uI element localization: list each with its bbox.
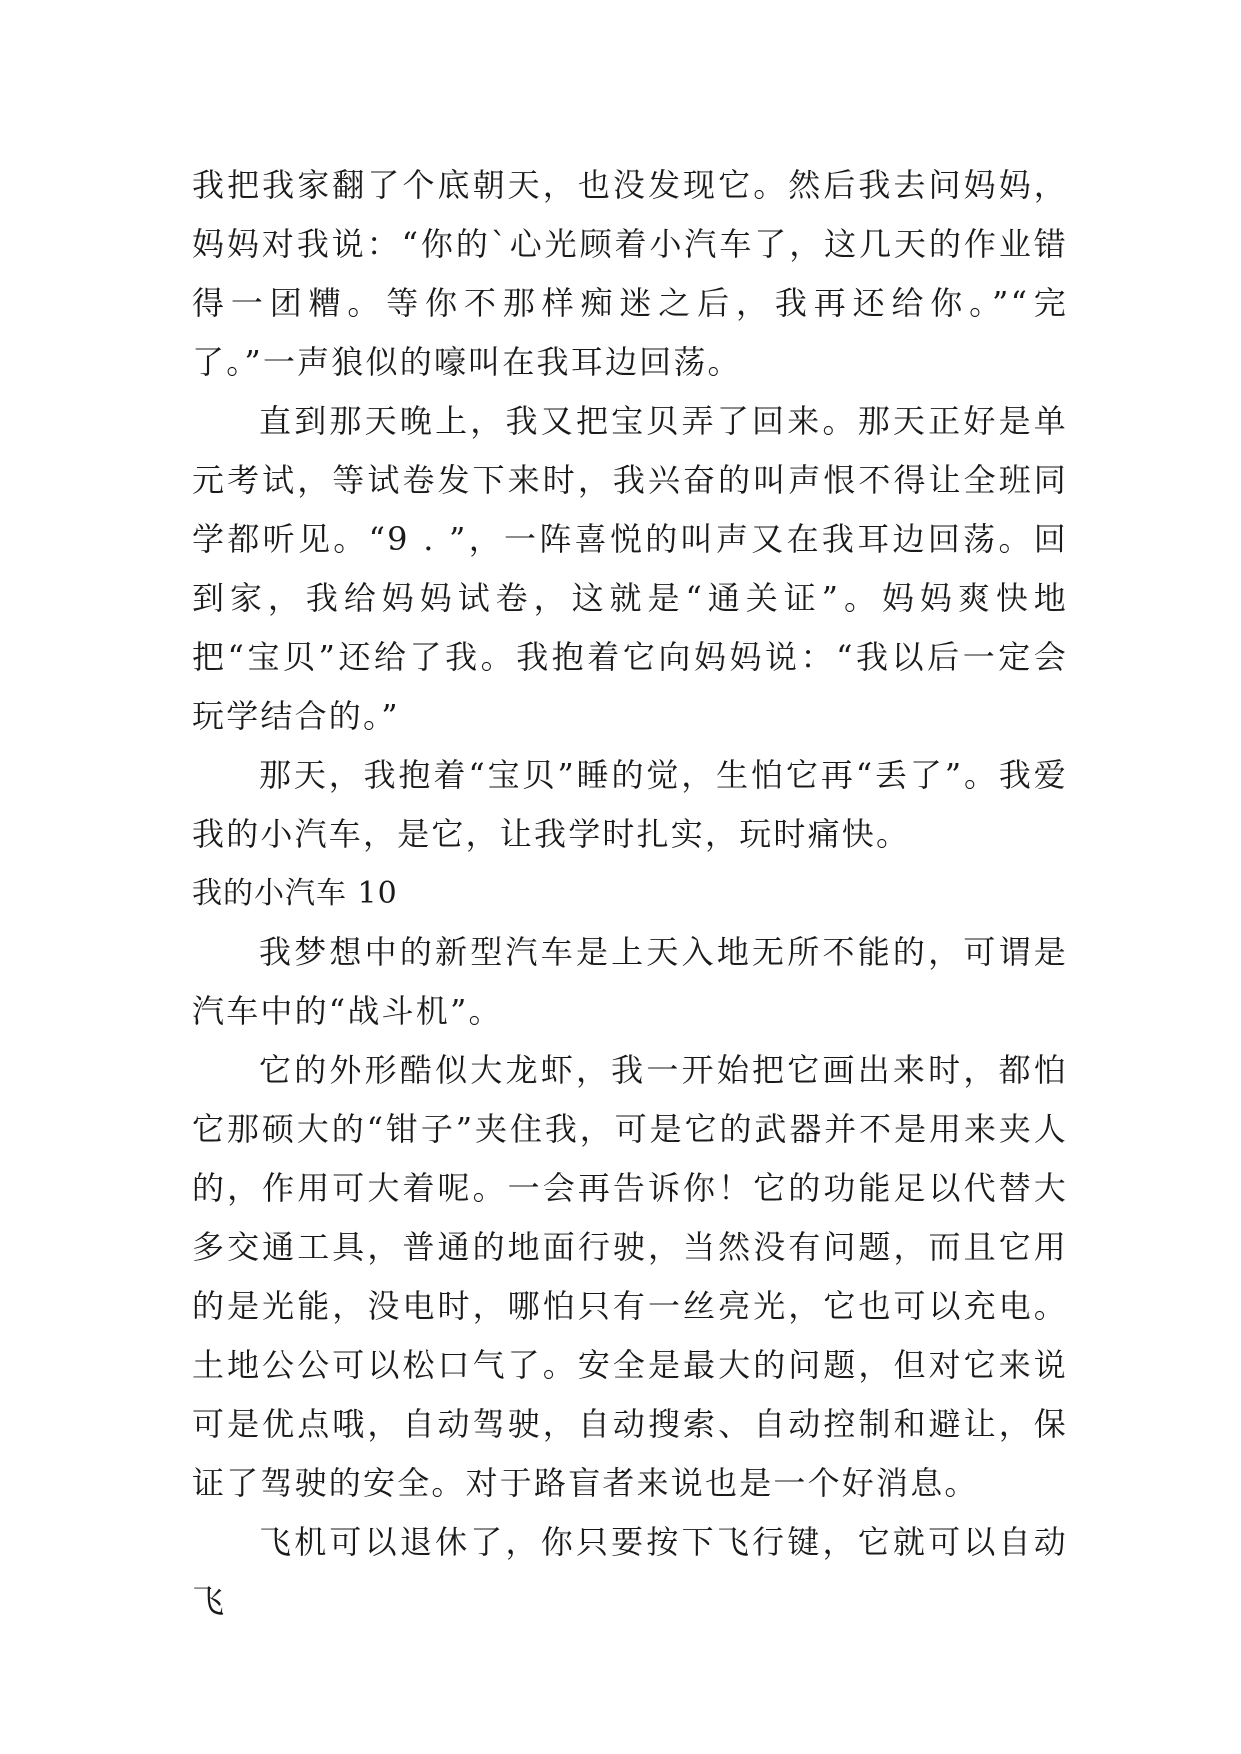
- paragraph-6: 飞机可以退休了，你只要按下飞行键，它就可以自动飞: [192, 1523, 1068, 1620]
- section-heading: 我的小汽车 10: [192, 876, 398, 911]
- paragraph-3: 那天，我抱着“宝贝”睡的觉，生怕它再“丢了”。我爱我的小汽车，是它，让我学时扎实，玩时痛快。: [192, 756, 1068, 853]
- document-body: [192, 156, 1068, 1631]
- paragraph-5: 它的外形酷似大龙虾，我一开始把它画出来时，都怕它那硕大的“钳子”夹住我，可是它的武器并不是用来夹人的，作用可大着呢。一会再告诉你！它的功能足以代替大多交通工具，普通的地面行驶，当然没有问题，而且它用的是光能，没电时，哪怕只有一丝亮光，它也可以充电。土地公公可以松口气了。安全是最大的问题，但对它来说可是优点哦，自动驾驶，自动搜索、自动控制和避让，保证了驾驶的安全。对于路盲者来说也是一个好消息。: [192, 1051, 1068, 1502]
- paragraph-4: 我梦想中的新型汽车是上天入地无所不能的，可谓是汽车中的“战斗机”。: [192, 933, 1068, 1030]
- paragraph-2: 直到那天晚上，我又把宝贝弄了回来。那天正好是单元考试，等试卷发下来时，我兴奋的叫声恨不得让全班同学都听见。“9 . ”，一阵喜悦的叫声又在我耳边回荡。回到家，我给妈妈试卷，这就是“通关证”。妈妈爽快地把“宝贝”还给了我。我抱着它向妈妈说：“我以后一定会玩学结合的。”: [192, 402, 1068, 735]
- paragraph-1: 我把我家翻了个底朝天，也没发现它。然后我去问妈妈，妈妈对我说：“你的`心光顾着小汽车了，这几天的作业错得一团糟。等你不那样痴迷之后，我再还给你。”“完了。”一声狼似的嚎叫在我耳边回荡。: [192, 166, 1068, 381]
